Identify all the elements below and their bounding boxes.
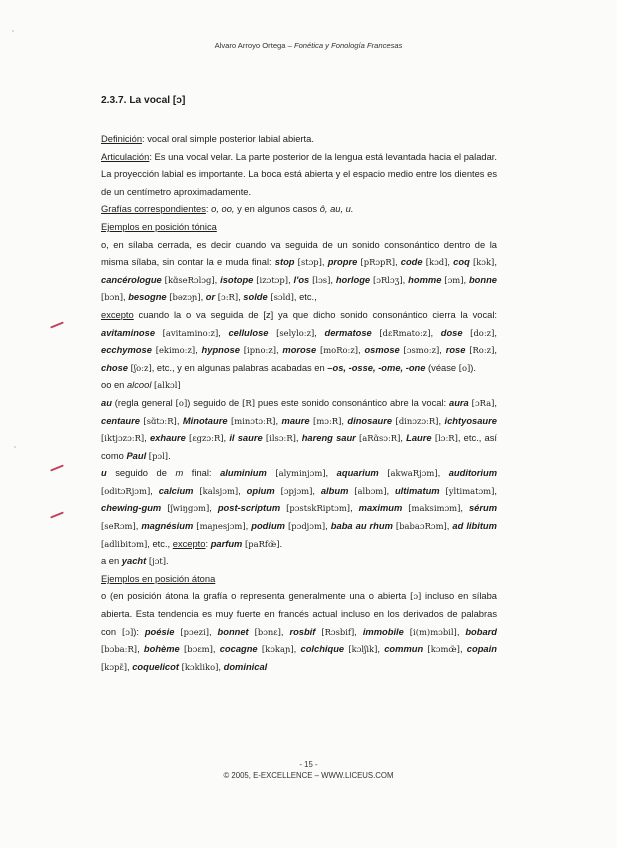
tonic-paragraph-u: u seguido de m final: aluminium [alyminjɔm], aquarium [akwaRjɔm], auditorium [oditɔRjɔm], calcium [kalsjɔm], opium [ɔpjɔm], album [albɔm], ultimatum [yltimatɔm], chewing-gum [ʃwiŋgɔm], post-scriptum [pɔstskRiptɔm], maximum [maksimɔm], sérum [seRɔm], magnésium [maɲesjɔm], podium [pɔdjɔm], baba au rhum [babaɔRɔm], ad libitum [adlibitɔm], etc., excepto: parfum [paRfœ̃].	[101, 468, 498, 549]
scan-speck	[12, 30, 14, 32]
example-word: baba au rhum	[330, 521, 393, 532]
tonic-paragraph-exception: excepto cuando la o va seguida de [z] ya que dicho sonido consonántico cierra la vocal: avitaminose [avitaminoːz], cellulose [selyloːz], dermatose [dɛRmatoːz], dose [doːz], ecchymose [ekimoːz], hypnose [ipnoːz], morose [moRoːz], osmose [ɔsmoːz], rose [Roːz], chose [ʃoːz], etc., y en algunas palabras acabadas en –os, -osse, -ome, -one (véase [o]).	[101, 309, 497, 373]
example-word: ad libitum	[452, 521, 497, 532]
articulation-paragraph	[101, 149, 497, 202]
example-word: alcool	[126, 380, 152, 391]
example-word: avitaminose	[101, 327, 156, 338]
text: a en	[101, 556, 122, 567]
transcription: [dɛRmatoːz]	[379, 327, 431, 338]
example-word: centaure	[101, 415, 140, 426]
transcription: [lɔs]	[312, 274, 331, 285]
transcription: [kɔk]	[472, 257, 495, 268]
transcription: [kɔmœ̃]	[427, 644, 460, 655]
example-word: Paul	[126, 450, 147, 461]
transcription: [bɔbaːR]	[101, 644, 138, 655]
transcription: [sɑ̃tɔːR]	[143, 415, 177, 426]
example-word: maure	[281, 415, 310, 426]
transcription: [jɔt]	[148, 556, 167, 567]
example-word: rosbif	[289, 626, 316, 637]
example-word: osmose	[364, 345, 400, 356]
definition-text: : vocal oral simple posterior labial abierta.	[142, 134, 314, 144]
example-word: sérum	[468, 503, 497, 514]
text: seguido de	[106, 468, 176, 479]
example-word: commun	[384, 644, 424, 655]
example-word: poésie	[144, 626, 175, 637]
margin-mark	[50, 321, 64, 328]
example-word: ultimatum	[394, 485, 440, 496]
text: .	[166, 556, 169, 567]
articulation-text: : Es una vocal velar. La parte posterior de la lengua está levantada hacia el paladar. La proyección labial es importante. La boca está abierta y el espacio medio entre los dientes es de un centímetro aproximadamente.	[101, 151, 497, 197]
header-author: Alvaro Arroyo Ortega –	[214, 41, 294, 50]
example-word: au	[101, 397, 112, 408]
transcription: [ɔm]	[444, 274, 464, 285]
example-word: ecchymose	[101, 345, 152, 356]
transcription: [Rɔsbif]	[321, 626, 355, 637]
text: incluso en sílaba abierta. Esta tendencia es muy fuerte en francés actual incluso en los derivados de palabras con	[101, 591, 497, 637]
tonic-heading-text: Ejemplos en posición tónica	[101, 221, 217, 232]
example-word: propre	[327, 257, 358, 268]
text: :	[205, 204, 212, 215]
example-word: il saure	[229, 433, 263, 444]
text: cuando la o va seguida de [z] ya que dicho sonido consonántico cierra la vocal:	[133, 309, 497, 320]
transcription: [Roːz]	[469, 345, 495, 356]
example-letter: m	[175, 468, 184, 479]
transcription: [sɔld]	[270, 292, 294, 303]
transcription: [ɔ]	[121, 626, 134, 637]
example-word: besogne	[128, 292, 167, 303]
example-word: dominical	[223, 661, 268, 672]
transcription: [yltimatɔm]	[445, 485, 495, 496]
margin-mark	[50, 511, 64, 518]
transcription: [selyloːz]	[276, 327, 315, 338]
text: oo en	[101, 380, 127, 391]
example-word: podium	[251, 521, 285, 532]
transcription: [ɛgzɔːR]	[189, 433, 224, 444]
text: ):	[133, 626, 145, 637]
transcription: [ipnoːz]	[243, 345, 276, 356]
transcription: [ɔ:R]	[217, 292, 239, 303]
example-word: morose	[282, 345, 317, 356]
example-word: l'os	[293, 274, 310, 285]
transcription: [alkɔl]	[154, 380, 181, 391]
text: pues este sonido consonántico abre la vocal:	[254, 397, 450, 408]
text: .	[168, 450, 171, 461]
page-number: - 15 -	[299, 760, 318, 769]
document-body	[101, 131, 497, 676]
transcription: [iktjɔzɔːR]	[101, 433, 145, 444]
definition-line	[101, 131, 497, 149]
transcription: [izɔtɔp]	[256, 274, 288, 285]
example-word: bonne	[468, 274, 497, 285]
transcription: [paRfœ̃]	[244, 538, 280, 549]
transcription: [oditɔRjɔm]	[101, 485, 151, 496]
exception-keyword: excepto	[172, 538, 206, 549]
transcription: [maɲesjɔm]	[196, 521, 246, 532]
transcription: [ilsɔːR]	[265, 433, 296, 444]
transcription: [o]	[175, 397, 188, 408]
example-word: parfum	[210, 538, 243, 549]
example-word: post-scriptum	[217, 503, 281, 514]
transcription: [bɔɛm]	[184, 644, 213, 655]
text: final:	[183, 468, 221, 479]
transcription: [pɔl]	[148, 450, 169, 461]
page-footer	[0, 759, 617, 781]
graphies-line	[101, 201, 497, 219]
example-word: stop	[274, 257, 295, 268]
example-word: aquarium	[336, 468, 379, 479]
example-word: exhaure	[149, 433, 186, 444]
tonic-heading	[101, 219, 497, 237]
transcription: [bɔn]	[101, 292, 123, 303]
transcription: [kalsjɔm]	[199, 485, 239, 496]
transcription: [pɔdjɔm]	[288, 521, 326, 532]
transcription: [kɔlʃik]	[348, 644, 378, 655]
text: :	[205, 538, 211, 549]
example-word: bonnet	[217, 626, 249, 637]
text: , etc.,	[147, 538, 173, 549]
example-word: dermatose	[324, 327, 372, 338]
margin-mark	[50, 464, 64, 471]
transcription: [ɔRlɔʒ]	[373, 274, 403, 285]
example-word: isotope	[220, 274, 254, 285]
example-word: maximum	[358, 503, 403, 514]
running-header	[0, 41, 617, 50]
transcription: [ʃoːz]	[130, 362, 152, 373]
graphies-label: Grafías correspondientes	[101, 204, 206, 215]
transcription: [ɔ]	[410, 591, 422, 602]
atonic-paragraph-o: o (en posición átona la grafía o representa generalmente una o abierta [ɔ] incluso en sílaba abierta. Esta tendencia es muy fuerte en francés actual incluso en los derivados de palabras con [ɔ]): poésie [pɔezi], bonnet [bɔnɛ], rosbif [Rɔsbif], immobile [i(m)mɔbil], bobard [bɔbaːR], bohème [bɔɛm], cocagne [kɔkaɲ], colchique [kɔlʃik], commun [kɔmœ̃], copain [kɔpɛ̃], coquelicot [kɔkliko], dominical	[101, 591, 497, 672]
example-word: bohème	[143, 644, 180, 655]
example-word: hareng saur	[301, 433, 356, 444]
example-word: dinosaure	[347, 415, 393, 426]
transcription: [avitaminoːz]	[162, 327, 219, 338]
transcription: [moRoːz]	[319, 345, 359, 356]
transcription: [babaɔRɔm]	[395, 521, 447, 532]
transcription: [o]	[458, 362, 471, 373]
example-word: rose	[445, 345, 466, 356]
example-word: magnésium	[141, 521, 194, 532]
tonic-paragraph-oo	[101, 377, 497, 395]
text: , etc., así como	[101, 433, 497, 461]
example-word: horloge	[335, 274, 371, 285]
graphies-items: ô, au, u.	[319, 204, 354, 215]
example-word: solde	[243, 292, 268, 303]
section-title: 2.3.7. La vocal [ɔ]	[101, 95, 186, 106]
example-word: aura	[449, 397, 469, 408]
transcription: [minɔtɔːR]	[231, 415, 276, 426]
text: ) seguido de	[187, 397, 243, 408]
transcription: [kɔkliko]	[181, 661, 219, 672]
text: o, en sílaba cerrada, es decir cuando va seguida de un sonido consonántico dentro de la misma sílaba, sin contar la e muda final:	[101, 239, 497, 268]
example-word: hypnose	[201, 345, 240, 356]
transcription: [i(m)mɔbil]	[409, 626, 457, 637]
example-word: coquelicot	[132, 661, 179, 672]
scan-speck	[14, 446, 16, 448]
transcription: [aRɑ̃sɔːR]	[359, 433, 401, 444]
transcription: [doːz]	[470, 327, 495, 338]
transcription: [albɔm]	[354, 485, 387, 496]
transcription: [akwaRjɔm]	[387, 468, 438, 479]
exception-keyword: excepto	[101, 309, 134, 320]
example-word: u	[101, 468, 107, 479]
text: o (en posición átona la grafía o representa generalmente una o abierta	[101, 591, 411, 602]
example-word: coq	[453, 257, 470, 268]
example-word: bobard	[465, 626, 497, 637]
transcription: [ɔsmoːz]	[403, 345, 440, 356]
example-word: copain	[466, 644, 497, 655]
example-word: –os, -osse, -ome, -one	[327, 362, 426, 373]
articulation-label: Articulación	[101, 151, 150, 162]
example-word: homme	[408, 274, 442, 285]
header-title: Fonética y Fonología Francesas	[293, 41, 403, 50]
transcription: [kɑ̃seRɔlɔg]	[164, 274, 215, 285]
text: .	[279, 538, 283, 549]
transcription: [lɔːR]	[434, 433, 458, 444]
example-word: or	[205, 292, 216, 303]
example-word: ichtyosaure	[444, 415, 497, 426]
transcription: [bɔnɛ]	[254, 626, 281, 637]
text: , etc.,	[293, 292, 317, 303]
example-word: Laure	[406, 433, 432, 444]
example-word: calcium	[158, 485, 194, 496]
tonic-paragraph-o: o, en sílaba cerrada, es decir cuando va seguida de un sonido consonántico dentro de la misma sílaba, sin contar la e muda final: stop [stɔp], propre [pRɔpR], code [kɔd], coq [kɔk], cancérologue [kɑ̃seRɔlɔg], isotope [izɔtɔp], l'os [lɔs], horloge [ɔRlɔʒ], homme [ɔm], bonne [bɔn], besogne [bəzɔɲ], or [ɔ:R], solde [sɔld], etc.,	[101, 239, 497, 303]
example-word: cocagne	[219, 644, 258, 655]
transcription: [ʃwiŋgɔm]	[167, 503, 210, 514]
example-word: chose	[101, 362, 129, 373]
tonic-paragraph-a	[101, 553, 497, 571]
transcription: [bəzɔɲ]	[169, 292, 201, 303]
transcription: [seRɔm]	[101, 521, 136, 532]
example-word: code	[400, 257, 423, 268]
transcription: [ɔpjɔm]	[280, 485, 313, 496]
transcription: [mɔːR]	[313, 415, 342, 426]
transcription: [pRɔpR]	[360, 257, 395, 268]
example-word: dose	[440, 327, 463, 338]
text: (regla general	[111, 397, 176, 408]
transcription: [kɔpɛ̃]	[101, 661, 128, 672]
transcription: [ɔRa]	[471, 397, 495, 408]
transcription: [stɔp]	[297, 257, 322, 268]
copyright-line: © 2005, E-EXCELLENCE – WWW.LICEUS.COM	[223, 771, 394, 780]
text: ).	[470, 362, 476, 373]
atonic-heading-text: Ejemplos en posición átona	[101, 573, 216, 584]
definition-label: Definición	[101, 134, 143, 144]
transcription: [ekimoːz]	[155, 345, 196, 356]
example-word: chewing-gum	[101, 503, 162, 514]
transcription: [pɔstskRiptɔm]	[286, 503, 351, 514]
transcription: [R]	[242, 397, 255, 408]
transcription: [pɔezi]	[180, 626, 210, 637]
example-word: album	[320, 485, 349, 496]
example-word: yacht	[121, 556, 147, 567]
example-word: cellulose	[228, 327, 269, 338]
example-word: opium	[246, 485, 275, 496]
transcription: [adlibitɔm]	[101, 538, 148, 549]
example-word: cancérologue	[101, 274, 162, 285]
transcription: [dinɔzɔːR]	[395, 415, 439, 426]
atonic-heading	[101, 571, 497, 589]
transcription: [alyminjɔm]	[275, 468, 326, 479]
text: y en algunos casos	[234, 204, 320, 215]
example-word: colchique	[300, 644, 345, 655]
transcription: [kɔkaɲ]	[261, 644, 294, 655]
example-word: Minotaure	[182, 415, 228, 426]
transcription: [maksimɔm]	[408, 503, 461, 514]
text: (véase	[425, 362, 459, 373]
example-word: immobile	[362, 626, 404, 637]
transcription: [kɔd]	[425, 257, 448, 268]
text: , etc., y en algunas palabras acabadas en	[151, 362, 328, 373]
tonic-paragraph-au: au (regla general [o]) seguido de [R] pues este sonido consonántico abre la vocal: aura [ɔRa], centaure [sɑ̃tɔːR], Minotaure [minɔtɔːR], maure [mɔːR], dinosaure [dinɔzɔːR], ichtyosaure [iktjɔzɔːR], exhaure [ɛgzɔːR], il saure [ilsɔːR], hareng saur [aRɑ̃sɔːR], Laure [lɔːR], etc., así como Paul [pɔl].	[101, 397, 497, 461]
graphies-items: o, oo,	[211, 204, 235, 215]
example-word: aluminium	[220, 468, 267, 479]
example-word: auditorium	[448, 468, 498, 479]
